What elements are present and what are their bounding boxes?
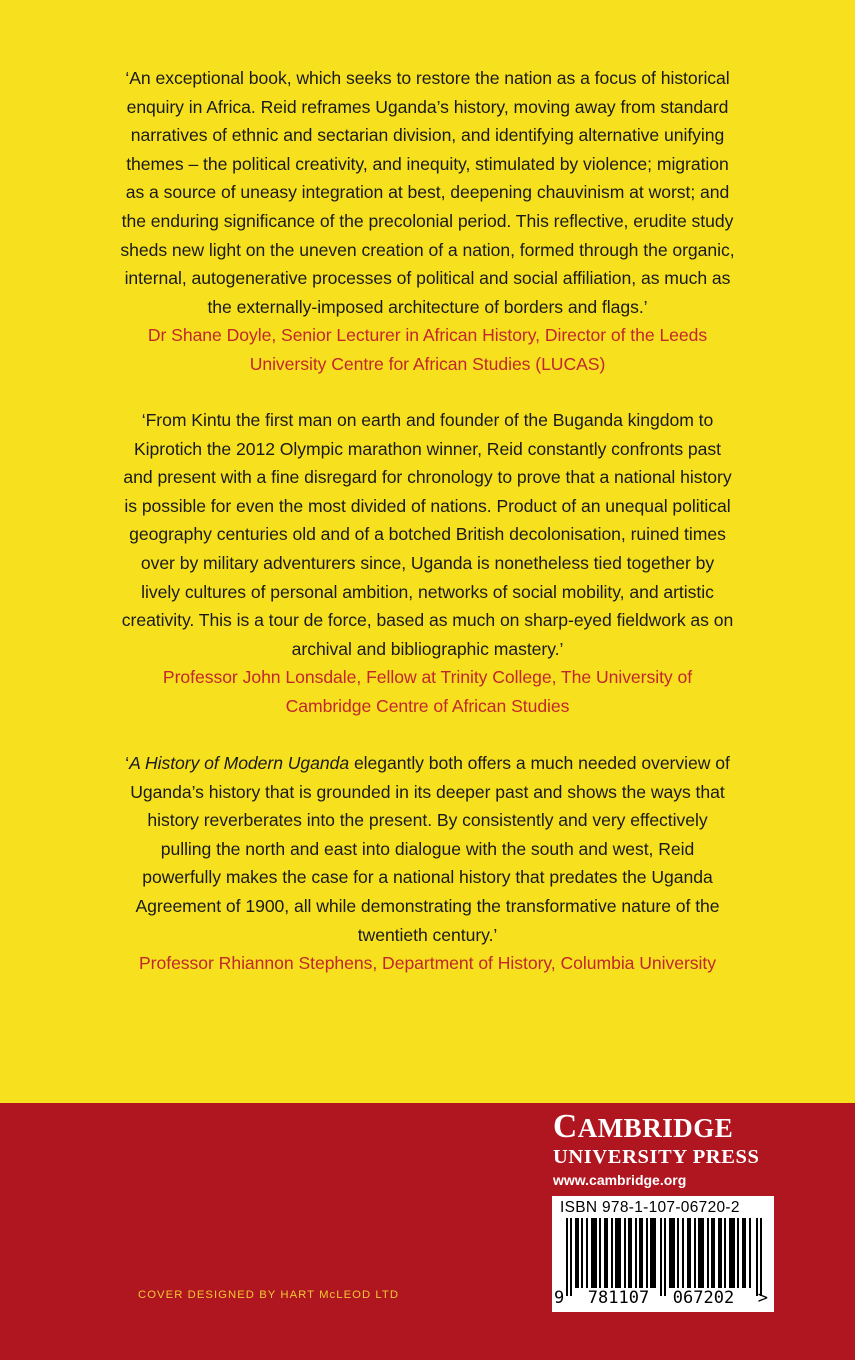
barcode-first-digit: 9 [554, 1288, 565, 1308]
quote-attribution: Dr Shane Doyle, Senior Lecturer in African History, Director of the Leeds University Centre for African Studies (LUCAS) [147, 325, 708, 374]
publisher-name-rest: AMBRIDGE [577, 1113, 734, 1143]
quote-text: ‘From Kintu the first man on earth and founder of the Buganda kingdom to Kiprotich the 2012 Olympic marathon winner, Reid constantly confronts past and present with a fine disregard for chronology to prove that a national history is possible for even the most divided of nations. Product of an unequal political geography centuries old and of a botched British decolonisation, ruined times over by military adventurers since, Uganda is nonetheless tied together by lively cultures of personal ambition, networks of social mobility, and artistic creativity. This is a tour de force, based as much on sharp-eyed fieldwork as on archival and bibliographic mastery.’ [121, 410, 734, 659]
barcode-bars [566, 1218, 762, 1296]
quote-text [120, 749, 735, 949]
barcode-left-group: 781107 [587, 1288, 650, 1308]
isbn-barcode [552, 1196, 774, 1312]
barcode-right-group: 067202 [672, 1288, 735, 1308]
cover-design-credit: COVER DESIGNED BY HART McLEOD LTD [138, 1289, 400, 1301]
book-title-italic: A History of Modern Uganda [129, 753, 350, 773]
barcode-end-mark: > [757, 1288, 768, 1308]
publisher-name-initial: C [553, 1108, 578, 1145]
publisher-url: www.cambridge.org [553, 1172, 687, 1188]
endorsement-quote-lonsdale [120, 406, 735, 721]
isbn-label: ISBN 978-1-107-06720-2 [560, 1199, 740, 1216]
endorsement-quote-doyle [120, 64, 735, 379]
quote-attribution: Professor John Lonsdale, Fellow at Trinity College, The University of Cambridge Centre of African Studies [162, 667, 693, 716]
endorsement-quote-stephens [120, 749, 735, 978]
quote-text: ‘An exceptional book, which seeks to restore the nation as a focus of historical enquiry in Africa. Reid reframes Uganda’s history, moving away from standard narratives of ethnic and sectarian division, and identifying alternative unifying themes – the political creativity, and inequity, stimulated by violence; migration as a source of uneasy integration at best, deepening chauvinism at worst; and the enduring significance of the precolonial period. This reflective, erudite study sheds new light on the uneven creation of a nation, formed through the organic, internal, autogenerative processes of political and social affiliation, as much as the externally-imposed architecture of borders and flags.’ [120, 68, 735, 317]
open-quote-mark: ‘ [125, 753, 130, 773]
quote-attribution: Professor Rhiannon Stephens, Department of History, Columbia University [139, 953, 716, 974]
quote-body: elegantly both offers a much needed overview of Uganda’s history that is grounded in its deeper past and shows the ways that history reverberates into the present. By consistently and very effectively pulling the north and east into dialogue with the south and west, Reid powerfully makes the case for a national history that predates the Uganda Agreement of 1900, all while demonstrating the transformative nature of the twentieth century.’ [130, 753, 730, 945]
publisher-subtitle: UNIVERSITY PRESS [553, 1146, 760, 1168]
publisher-name [553, 1108, 778, 1147]
publisher-logo [553, 1108, 778, 1190]
barcode-digits [554, 1288, 768, 1308]
